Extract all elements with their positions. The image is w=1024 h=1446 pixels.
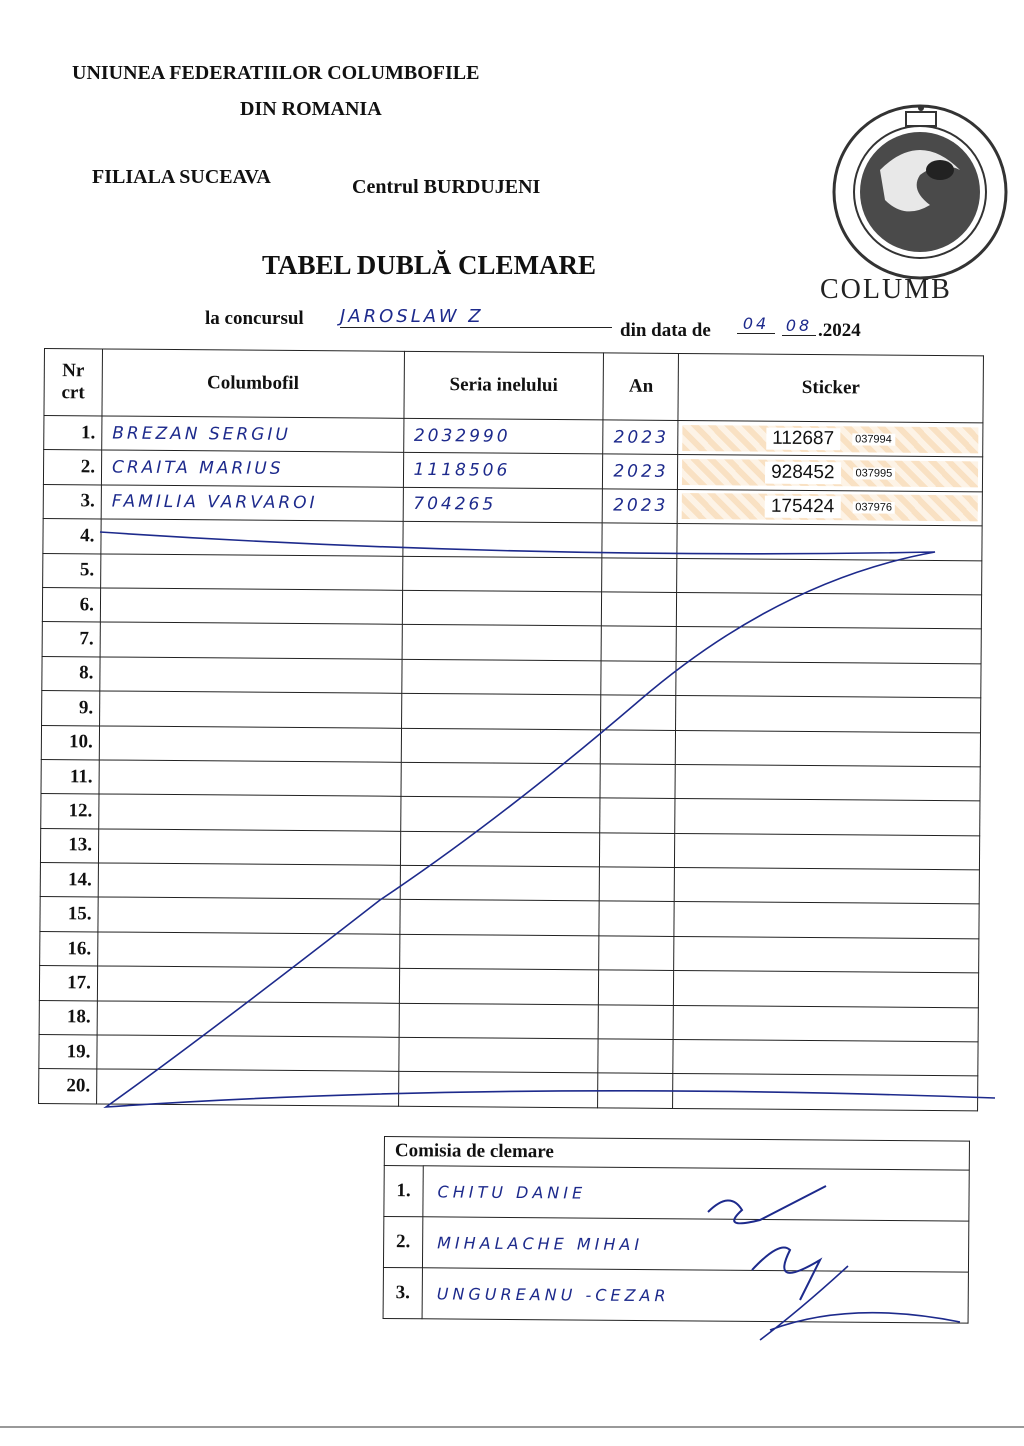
- row-columbofil: [98, 897, 400, 934]
- row-sticker: [676, 696, 981, 733]
- row-nr: 16.: [40, 931, 98, 966]
- row-an: [601, 661, 676, 696]
- row-columbofil: [97, 1069, 399, 1106]
- comisia-member-name: CHITU DANIE: [423, 1166, 969, 1221]
- row-sticker: [677, 592, 982, 629]
- row-nr: 7.: [42, 622, 100, 657]
- row-an: [600, 798, 675, 833]
- row-columbofil: [101, 519, 403, 556]
- row-seria-inelului: [402, 556, 602, 592]
- dubla-clemare-table: [38, 348, 984, 1111]
- row-an: [599, 901, 674, 936]
- comisia-row: [384, 1166, 969, 1222]
- row-an: [599, 970, 674, 1005]
- row-seria-inelului: [400, 797, 600, 833]
- row-sticker: [676, 730, 981, 767]
- row-seria-inelului: [400, 831, 600, 867]
- row-seria-inelului: [399, 934, 599, 970]
- comisia-table: [383, 1136, 970, 1324]
- comisia-nr: 2.: [383, 1217, 422, 1268]
- row-sticker: [674, 971, 979, 1008]
- logo-text: COLUMB: [820, 274, 952, 305]
- row-an: [599, 936, 674, 971]
- row-nr: 13.: [40, 828, 98, 863]
- row-seria-inelului: [400, 865, 600, 901]
- sticker-label: [683, 425, 979, 453]
- row-an: [600, 833, 675, 868]
- row-nr: 6.: [42, 587, 100, 622]
- sticker-number: 928452: [765, 462, 841, 485]
- comisia-nr: 1.: [384, 1166, 423, 1217]
- row-nr: 17.: [39, 966, 97, 1001]
- comisia-member-name: MIHALACHE MIHAI: [422, 1217, 968, 1272]
- row-an: [601, 695, 676, 730]
- table-row: [39, 1069, 978, 1111]
- row-an: 2023: [602, 489, 677, 524]
- row-an: 2023: [603, 454, 678, 489]
- row-columbofil: [98, 829, 400, 866]
- sticker-number: 112687: [766, 427, 840, 450]
- sticker-label: [682, 459, 978, 487]
- row-seria-inelului: [398, 1072, 598, 1108]
- row-columbofil: [97, 1035, 399, 1072]
- row-sticker: [678, 455, 983, 492]
- row-nr: 10.: [41, 725, 99, 760]
- row-sticker: [673, 1074, 978, 1111]
- sticker-serial: 037995: [852, 467, 895, 479]
- org-name-line1: UNIUNEA FEDERATIILOR COLUMBOFILE: [72, 62, 480, 84]
- filiala-label: FILIALA SUCEAVA: [92, 166, 271, 188]
- row-columbofil: [97, 1001, 399, 1038]
- row-an: [602, 523, 677, 558]
- row-nr: 12.: [41, 794, 99, 829]
- row-sticker: [675, 799, 980, 836]
- row-columbofil: [99, 794, 401, 831]
- row-sticker: [677, 524, 982, 561]
- row-seria-inelului: 1118506: [403, 453, 603, 489]
- row-an: [602, 592, 677, 627]
- row-sticker: [677, 489, 982, 526]
- row-sticker: [676, 661, 981, 698]
- row-an: [601, 626, 676, 661]
- row-seria-inelului: [401, 693, 601, 729]
- row-an: [598, 1073, 673, 1108]
- comisia-title: Comisia de clemare: [384, 1137, 969, 1171]
- comisia-row: [383, 1267, 968, 1323]
- row-sticker: [674, 936, 979, 973]
- sticker-serial: 037994: [852, 433, 895, 445]
- row-seria-inelului: 2032990: [403, 418, 603, 454]
- row-an: [598, 1005, 673, 1040]
- date-month: 08: [782, 316, 816, 336]
- row-nr: 20.: [39, 1069, 97, 1104]
- row-columbofil: [97, 966, 399, 1003]
- row-seria-inelului: 704265: [403, 487, 603, 523]
- row-seria-inelului: [401, 762, 601, 798]
- centru-label: Centrul BURDUJENI: [352, 176, 541, 198]
- row-nr: 14.: [40, 863, 98, 898]
- row-seria-inelului: [398, 1037, 598, 1073]
- date-label: din data de: [620, 320, 711, 341]
- row-an: [598, 1039, 673, 1074]
- header-an: An: [603, 353, 678, 421]
- row-sticker: [674, 902, 979, 939]
- row-seria-inelului: [399, 900, 599, 936]
- row-columbofil: [99, 760, 401, 797]
- row-columbofil: [101, 554, 403, 591]
- row-an: [600, 867, 675, 902]
- concurs-value: JAROSLAW Z: [340, 306, 612, 328]
- row-columbofil: [100, 622, 402, 659]
- row-columbofil: [100, 657, 402, 694]
- row-sticker: [678, 420, 983, 457]
- header-sticker: Sticker: [678, 353, 983, 422]
- row-columbofil: [99, 725, 401, 762]
- row-an: 2023: [603, 420, 678, 455]
- row-sticker: [675, 764, 980, 801]
- table-header-row: [44, 349, 983, 423]
- row-an: [601, 729, 676, 764]
- date-year: .2024: [818, 320, 861, 341]
- sticker-number: 175424: [765, 496, 841, 519]
- row-seria-inelului: [402, 521, 602, 557]
- row-sticker: [673, 1039, 978, 1076]
- concurs-label: la concursul: [205, 308, 304, 329]
- page-edge-line: [0, 1426, 1024, 1428]
- row-columbofil: BREZAN SERGIU: [102, 416, 404, 453]
- row-seria-inelului: [402, 625, 602, 661]
- header-columbofil: Columbofil: [102, 349, 404, 418]
- row-columbofil: [98, 863, 400, 900]
- row-columbofil: [98, 932, 400, 969]
- columbofil-logo: [810, 100, 1010, 300]
- row-an: [600, 764, 675, 799]
- row-nr: 4.: [43, 519, 101, 554]
- header-seria-inelului: Seria inelului: [404, 351, 604, 420]
- row-seria-inelului: [399, 969, 599, 1005]
- row-nr: 5.: [43, 553, 101, 588]
- comisia-row: [383, 1217, 968, 1273]
- row-seria-inelului: [401, 659, 601, 695]
- row-columbofil: CRAITA MARIUS: [101, 450, 403, 487]
- row-seria-inelului: [401, 728, 601, 764]
- comisia-nr: 3.: [383, 1267, 422, 1318]
- row-sticker: [674, 868, 979, 905]
- row-nr: 8.: [42, 656, 100, 691]
- row-columbofil: [100, 588, 402, 625]
- row-nr: 15.: [40, 897, 98, 932]
- row-nr: 11.: [41, 759, 99, 794]
- org-name-line2: DIN ROMANIA: [240, 98, 382, 120]
- row-nr: 9.: [42, 691, 100, 726]
- row-sticker: [675, 833, 980, 870]
- row-sticker: [673, 1005, 978, 1042]
- row-seria-inelului: [402, 590, 602, 626]
- row-columbofil: [99, 691, 401, 728]
- header-nr-crt: Nr crt: [44, 349, 102, 416]
- row-sticker: [677, 558, 982, 595]
- row-nr: 3.: [43, 484, 101, 519]
- row-columbofil: FAMILIA VARVAROI: [101, 485, 403, 522]
- date-day: 04: [737, 314, 775, 334]
- row-sticker: [676, 627, 981, 664]
- sticker-serial: 037976: [852, 502, 895, 514]
- row-an: [602, 557, 677, 592]
- document-title: TABEL DUBLĂ CLEMARE: [262, 250, 597, 280]
- row-nr: 19.: [39, 1035, 97, 1070]
- row-nr: 1.: [44, 416, 102, 451]
- row-seria-inelului: [399, 1003, 599, 1039]
- row-nr: 18.: [39, 1000, 97, 1035]
- comisia-member-name: UNGUREANU -CEZAR: [422, 1268, 968, 1323]
- row-nr: 2.: [43, 450, 101, 485]
- sticker-label: [682, 493, 978, 521]
